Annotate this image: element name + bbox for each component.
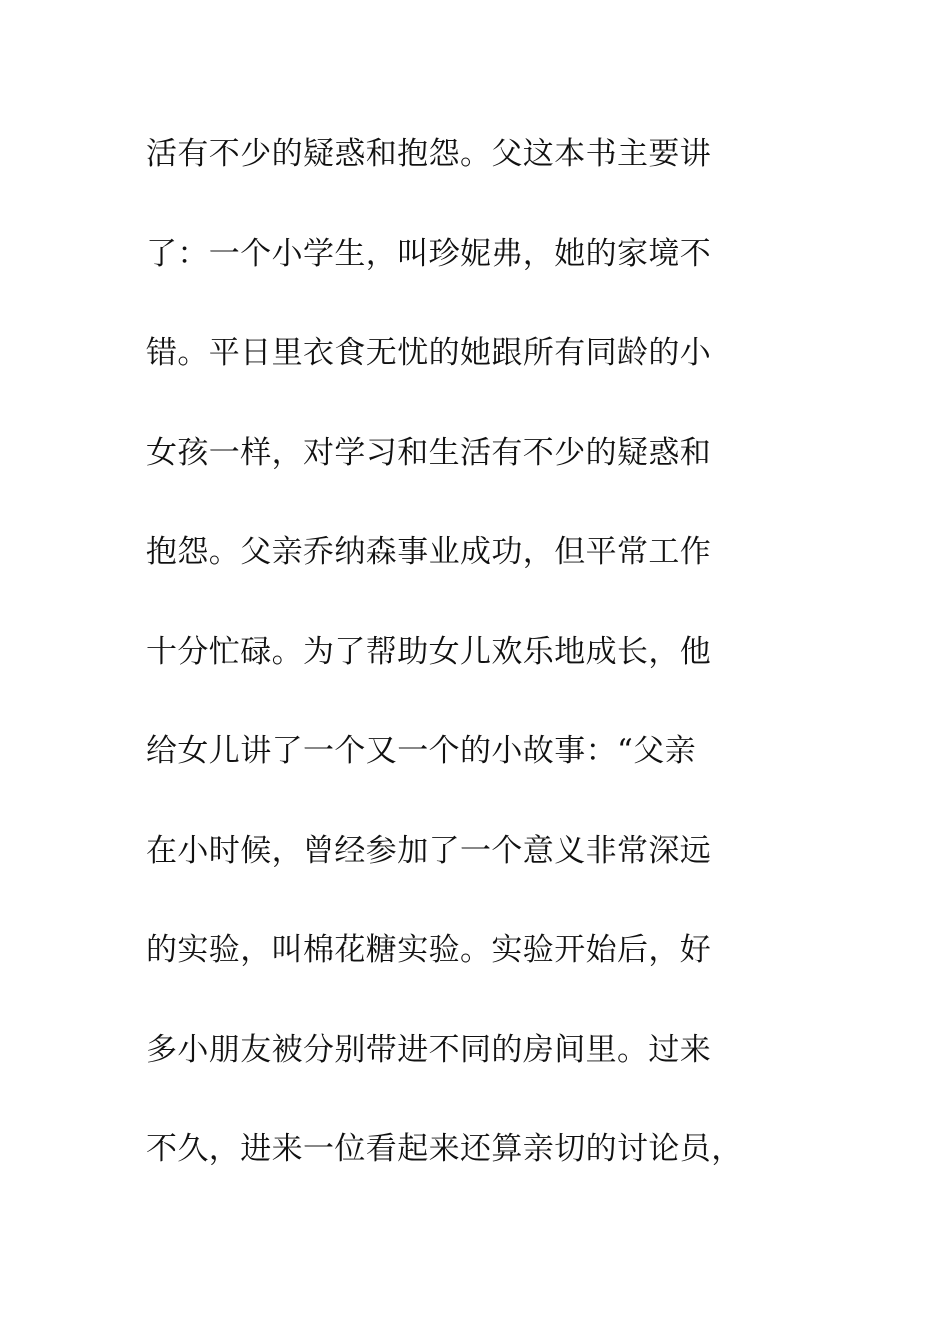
body-text xyxy=(146,128,806,1223)
text-line: 的实验，叫棉花糖实验。实验开始后，好 xyxy=(146,932,712,968)
text-line: 不久，进来一位看起来还算亲切的讨论员， xyxy=(146,1131,743,1167)
text-line: 多小朋友被分别带进不同的房间里。过来 xyxy=(146,1031,712,1068)
text-line: 给女儿讲了一个又一个的小故事：“父亲 xyxy=(146,733,697,769)
text-line: 抱怨。父亲乔纳森事业成功，但平常工作 xyxy=(146,534,712,570)
text-line: 了：一个小学生，叫珍妮弗，她的家境不 xyxy=(146,235,712,272)
text-line: 十分忙碌。为了帮助女儿欢乐地成长，他 xyxy=(146,633,712,670)
text-line: 女孩一样，对学习和生活有不少的疑惑和 xyxy=(146,434,712,471)
text-line: 在小时候，曾经参加了一个意义非常深远 xyxy=(146,832,712,869)
text-line: 错。平日里衣食无忧的她跟所有同龄的小 xyxy=(146,335,712,371)
text-line: 活有不少的疑惑和抱怨。父这本书主要讲 xyxy=(146,136,712,172)
